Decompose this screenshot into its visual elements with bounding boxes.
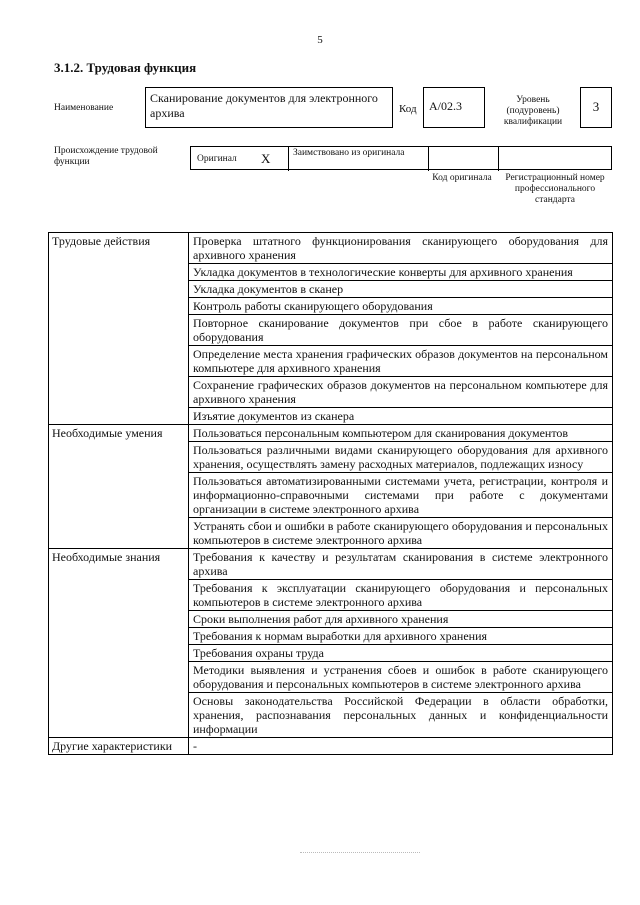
origin-row <box>190 146 612 170</box>
code-box <box>423 87 485 128</box>
item-cell: Требования к эксплуатации сканирующего оборудования и персональных компьютеров в системе электронного архива <box>189 580 613 611</box>
item-cell: Сроки выполнения работ для архивного хранения <box>189 611 613 628</box>
code-label: Код <box>399 103 417 115</box>
code-original-label: Код оригинала <box>432 173 492 183</box>
table-row <box>49 549 613 580</box>
category-cell: Необходимые умения <box>49 425 189 549</box>
level-label: Уровень (подуровень) квалификации <box>503 95 563 127</box>
item-cell: Укладка документов в сканер <box>189 281 613 298</box>
item-cell: Методики выявления и устранения сбоев и ошибок в работе сканирующего оборудования и персональных компьютеров в системе электронного архива <box>189 662 613 693</box>
item-cell: Сохранение графических образов документов на персональном компьютере для архивного хранения <box>189 377 613 408</box>
item-cell: Требования к качеству и результатам сканирования в системе электронного архива <box>189 549 613 580</box>
reg-number-cell <box>499 147 611 171</box>
original-label: Оригинал <box>197 154 237 164</box>
item-cell: Пользоваться автоматизированными системами учета, регистрации, контроля и информационно-справочными системами при работе с документами организации в системе электронного архива <box>189 473 613 518</box>
item-cell: Устранять сбои и ошибки в работе сканирующего оборудования и персональных компьютеров в системе электронного архива <box>189 518 613 549</box>
item-cell: Определение места хранения графических образов документов на персональном компьютере для архивного хранения <box>189 346 613 377</box>
item-cell: - <box>189 738 613 755</box>
borrowed-cell <box>289 147 429 171</box>
footer-divider <box>300 852 420 853</box>
origin-label: Происхождение трудовой функции <box>54 146 158 167</box>
item-cell: Требования охраны труда <box>189 645 613 662</box>
borrowed-label: Заимствовано из оригинала <box>293 148 405 158</box>
original-mark: X <box>261 151 271 166</box>
item-cell: Изъятие документов из сканера <box>189 408 613 425</box>
category-cell: Другие характеристики <box>49 738 189 755</box>
level-box <box>580 87 612 128</box>
item-cell: Проверка штатного функционирования сканирующего оборудования для архивного хранения <box>189 233 613 264</box>
name-label: Наименование <box>54 103 114 113</box>
item-cell: Повторное сканирование документов при сбое в работе сканирующего оборудования <box>189 315 613 346</box>
table-body <box>49 233 613 755</box>
original-cell <box>191 147 289 171</box>
code-value: A/02.3 <box>429 99 462 113</box>
competency-table <box>48 232 613 755</box>
category-cell: Необходимые знания <box>49 549 189 738</box>
item-cell: Основы законодательства Российской Федерации в области обработки, хранения, распознавания персональных данных и конфиденциальности информации <box>189 693 613 738</box>
table-row <box>49 233 613 264</box>
item-cell: Пользоваться различными видами сканирующего оборудования для архивного хранения, осуществлять замену расходных материалов, подлежащих износу <box>189 442 613 473</box>
item-cell: Укладка документов в технологические конверты для архивного хранения <box>189 264 613 281</box>
level-value: 3 <box>592 99 600 114</box>
function-name-box <box>145 87 393 128</box>
table-row <box>49 738 613 755</box>
item-cell: Требования к нормам выработки для архивного хранения <box>189 628 613 645</box>
table-row <box>49 425 613 442</box>
item-cell: Пользоваться персональным компьютером для сканирования документов <box>189 425 613 442</box>
code-original-cell <box>429 147 499 171</box>
page-number: 5 <box>317 34 323 46</box>
item-cell: Контроль работы сканирующего оборудования <box>189 298 613 315</box>
section-title: 3.1.2. Трудовая функция <box>54 60 197 75</box>
function-name-value: Сканирование документов для электронного архива <box>150 91 378 120</box>
reg-number-label: Регистрационный номер профессионального стандарта <box>505 173 605 205</box>
category-cell: Трудовые действия <box>49 233 189 425</box>
